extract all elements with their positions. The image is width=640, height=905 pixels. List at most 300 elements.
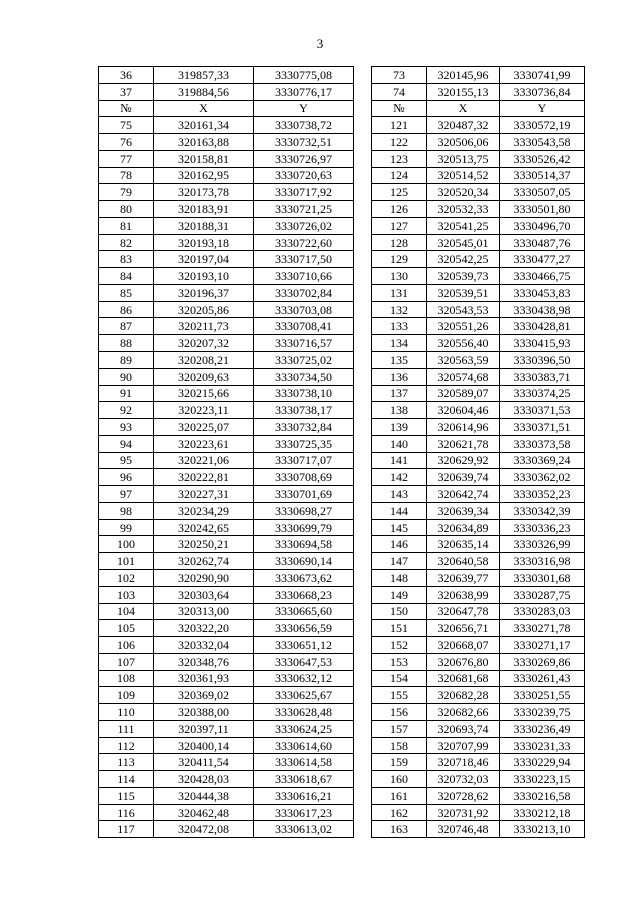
column-gap [354,318,372,335]
left-coord-y-cell: 3330617,23 [254,804,354,821]
left-coord-x-cell: 320211,73 [154,318,254,335]
left-coord-x-cell: 320197,04 [154,251,254,268]
left-coord-x-cell: 320183,91 [154,201,254,218]
header-y-cell: Y [254,100,354,117]
column-gap [354,217,372,234]
left-point-number-cell: 37 [99,83,154,100]
right-coord-x-cell: 320563,59 [427,352,500,369]
column-gap [354,637,372,654]
left-point-number-cell: 99 [99,519,154,536]
left-coord-x-cell: 320397,11 [154,720,254,737]
right-coord-x-cell: 320640,58 [427,553,500,570]
right-coord-y-cell: 3330369,24 [500,452,585,469]
right-point-number-cell: 132 [372,301,427,318]
left-coord-y-cell: 3330716,57 [254,335,354,352]
column-gap [354,402,372,419]
right-point-number-cell: 145 [372,519,427,536]
left-coord-y-cell: 3330703,08 [254,301,354,318]
left-point-number-cell: 105 [99,620,154,637]
column-gap [354,771,372,788]
right-coord-x-cell: 320693,74 [427,720,500,737]
right-point-number-cell: 142 [372,469,427,486]
right-point-number-cell: 134 [372,335,427,352]
left-coord-y-cell: 3330614,60 [254,737,354,754]
right-coord-x-cell: 320514,52 [427,167,500,184]
column-gap [354,536,372,553]
right-coord-y-cell: 3330271,17 [500,637,585,654]
left-coord-y-cell: 3330702,84 [254,284,354,301]
column-gap [354,553,372,570]
left-coord-x-cell: 320428,03 [154,771,254,788]
right-coord-x-cell: 320668,07 [427,637,500,654]
table-row [99,284,585,301]
left-coord-x-cell: 320242,65 [154,519,254,536]
right-coord-y-cell: 3330741,99 [500,67,585,84]
column-gap [354,268,372,285]
left-coord-y-cell: 3330673,62 [254,569,354,586]
left-coord-x-cell: 320303,64 [154,586,254,603]
right-point-number-cell: 136 [372,368,427,385]
right-coord-x-cell: 320634,89 [427,519,500,536]
right-coord-x-cell: 320656,71 [427,620,500,637]
left-coord-y-cell: 3330614,58 [254,754,354,771]
right-coord-y-cell: 3330415,93 [500,335,585,352]
table-row [99,653,585,670]
table-header-row [99,100,585,117]
table-row [99,687,585,704]
left-coord-x-cell: 320223,11 [154,402,254,419]
right-coord-x-cell: 320614,96 [427,419,500,436]
right-coord-y-cell: 3330453,83 [500,284,585,301]
right-point-number-cell: 161 [372,787,427,804]
left-coord-y-cell: 3330613,02 [254,821,354,838]
right-coord-x-cell: 320718,46 [427,754,500,771]
left-coord-y-cell: 3330699,79 [254,519,354,536]
right-point-number-cell: 153 [372,653,427,670]
right-point-number-cell: 139 [372,419,427,436]
column-gap [354,452,372,469]
left-point-number-cell: 89 [99,352,154,369]
right-coord-y-cell: 3330362,02 [500,469,585,486]
table-row [99,536,585,553]
right-coord-y-cell: 3330342,39 [500,502,585,519]
right-point-number-cell: 73 [372,67,427,84]
left-point-number-cell: 103 [99,586,154,603]
column-gap [354,586,372,603]
left-point-number-cell: 82 [99,234,154,251]
table-row [99,402,585,419]
column-gap [354,720,372,737]
right-coord-y-cell: 3330526,42 [500,150,585,167]
table-row [99,385,585,402]
left-coord-y-cell: 3330725,02 [254,352,354,369]
table-row [99,821,585,838]
right-point-number-cell: 127 [372,217,427,234]
table-row [99,318,585,335]
left-point-number-cell: 117 [99,821,154,838]
table-row [99,251,585,268]
table-row [99,737,585,754]
header-num-cell: № [372,100,427,117]
right-point-number-cell: 143 [372,486,427,503]
left-coord-x-cell: 320234,29 [154,502,254,519]
left-coord-y-cell: 3330624,25 [254,720,354,737]
right-coord-y-cell: 3330374,25 [500,385,585,402]
left-point-number-cell: 86 [99,301,154,318]
left-point-number-cell: 80 [99,201,154,218]
left-coord-x-cell: 320225,07 [154,419,254,436]
left-coord-y-cell: 3330720,63 [254,167,354,184]
left-point-number-cell: 75 [99,117,154,134]
column-gap [354,486,372,503]
right-coord-x-cell: 320731,92 [427,804,500,821]
left-coord-x-cell: 320221,06 [154,452,254,469]
column-gap [354,301,372,318]
right-coord-x-cell: 320635,14 [427,536,500,553]
right-point-number-cell: 144 [372,502,427,519]
table-row [99,670,585,687]
left-point-number-cell: 88 [99,335,154,352]
left-coord-y-cell: 3330725,35 [254,435,354,452]
right-point-number-cell: 146 [372,536,427,553]
right-point-number-cell: 122 [372,134,427,151]
right-coord-x-cell: 320621,78 [427,435,500,452]
right-coord-y-cell: 3330543,58 [500,134,585,151]
left-point-number-cell: 90 [99,368,154,385]
right-coord-x-cell: 320520,34 [427,184,500,201]
right-coord-y-cell: 3330371,53 [500,402,585,419]
right-point-number-cell: 147 [372,553,427,570]
right-point-number-cell: 141 [372,452,427,469]
table-row [99,368,585,385]
left-coord-y-cell: 3330690,14 [254,553,354,570]
header-y-cell: Y [500,100,585,117]
right-point-number-cell: 135 [372,352,427,369]
header-num-cell: № [99,100,154,117]
right-point-number-cell: 151 [372,620,427,637]
right-coord-y-cell: 3330216,58 [500,787,585,804]
column-gap [354,603,372,620]
table-row [99,234,585,251]
left-coord-x-cell: 320472,08 [154,821,254,838]
right-coord-x-cell: 320539,73 [427,268,500,285]
left-coord-y-cell: 3330656,59 [254,620,354,637]
column-gap [354,469,372,486]
right-point-number-cell: 74 [372,83,427,100]
left-coord-x-cell: 320444,38 [154,787,254,804]
left-coord-x-cell: 320188,31 [154,217,254,234]
table-row [99,620,585,637]
column-gap [354,83,372,100]
left-coord-x-cell: 320322,20 [154,620,254,637]
right-coord-x-cell: 320545,01 [427,234,500,251]
right-point-number-cell: 140 [372,435,427,452]
right-coord-x-cell: 320647,78 [427,603,500,620]
right-point-number-cell: 121 [372,117,427,134]
table-row [99,67,585,84]
right-coord-x-cell: 320589,07 [427,385,500,402]
left-point-number-cell: 111 [99,720,154,737]
left-coord-y-cell: 3330717,07 [254,452,354,469]
table-row [99,771,585,788]
right-coord-x-cell: 320551,26 [427,318,500,335]
left-coord-y-cell: 3330625,67 [254,687,354,704]
left-coord-x-cell: 320207,32 [154,335,254,352]
column-gap [354,502,372,519]
table-row [99,569,585,586]
column-gap [354,519,372,536]
column-gap [354,419,372,436]
right-coord-y-cell: 3330371,51 [500,419,585,436]
column-gap [354,134,372,151]
right-point-number-cell: 148 [372,569,427,586]
left-point-number-cell: 95 [99,452,154,469]
left-point-number-cell: 79 [99,184,154,201]
column-gap [354,737,372,754]
right-point-number-cell: 128 [372,234,427,251]
right-coord-x-cell: 320639,74 [427,469,500,486]
right-coord-y-cell: 3330229,94 [500,754,585,771]
column-gap [354,670,372,687]
right-coord-y-cell: 3330383,71 [500,368,585,385]
column-gap [354,284,372,301]
table-row [99,603,585,620]
left-coord-y-cell: 3330738,10 [254,385,354,402]
left-point-number-cell: 36 [99,67,154,84]
table-row [99,301,585,318]
left-point-number-cell: 78 [99,167,154,184]
right-coord-x-cell: 320487,32 [427,117,500,134]
left-point-number-cell: 114 [99,771,154,788]
left-coord-x-cell: 320411,54 [154,754,254,771]
left-point-number-cell: 101 [99,553,154,570]
left-point-number-cell: 93 [99,419,154,436]
left-coord-x-cell: 320196,37 [154,284,254,301]
right-point-number-cell: 160 [372,771,427,788]
right-coord-x-cell: 320506,06 [427,134,500,151]
column-gap [354,687,372,704]
left-point-number-cell: 76 [99,134,154,151]
left-coord-y-cell: 3330698,27 [254,502,354,519]
column-gap [354,569,372,586]
right-coord-x-cell: 320145,96 [427,67,500,84]
left-coord-y-cell: 3330726,02 [254,217,354,234]
column-gap [354,100,372,117]
left-coord-x-cell: 320262,74 [154,553,254,570]
right-coord-x-cell: 320543,53 [427,301,500,318]
column-gap [354,368,372,385]
right-coord-y-cell: 3330213,10 [500,821,585,838]
left-point-number-cell: 97 [99,486,154,503]
left-coord-x-cell: 320369,02 [154,687,254,704]
right-coord-y-cell: 3330326,99 [500,536,585,553]
left-point-number-cell: 109 [99,687,154,704]
left-coord-y-cell: 3330710,66 [254,268,354,285]
right-coord-y-cell: 3330736,84 [500,83,585,100]
left-coord-y-cell: 3330701,69 [254,486,354,503]
right-point-number-cell: 150 [372,603,427,620]
left-coord-y-cell: 3330726,97 [254,150,354,167]
left-point-number-cell: 96 [99,469,154,486]
left-coord-y-cell: 3330732,51 [254,134,354,151]
right-point-number-cell: 155 [372,687,427,704]
right-coord-x-cell: 320513,75 [427,150,500,167]
column-gap [354,167,372,184]
right-coord-x-cell: 320639,77 [427,569,500,586]
right-coord-y-cell: 3330428,81 [500,318,585,335]
right-coord-y-cell: 3330239,75 [500,704,585,721]
left-coord-y-cell: 3330628,48 [254,704,354,721]
left-point-number-cell: 85 [99,284,154,301]
column-gap [354,754,372,771]
table-row [99,217,585,234]
column-gap [354,385,372,402]
column-gap [354,821,372,838]
left-coord-x-cell: 320313,00 [154,603,254,620]
coordinates-table [98,66,585,838]
table-row [99,586,585,603]
right-coord-y-cell: 3330287,75 [500,586,585,603]
left-coord-y-cell: 3330738,72 [254,117,354,134]
left-coord-x-cell: 320223,61 [154,435,254,452]
left-coord-y-cell: 3330717,50 [254,251,354,268]
left-point-number-cell: 91 [99,385,154,402]
table-row [99,184,585,201]
right-coord-y-cell: 3330514,37 [500,167,585,184]
right-point-number-cell: 163 [372,821,427,838]
right-point-number-cell: 126 [372,201,427,218]
right-coord-x-cell: 320638,99 [427,586,500,603]
right-point-number-cell: 131 [372,284,427,301]
right-coord-x-cell: 320155,13 [427,83,500,100]
left-coord-x-cell: 320173,78 [154,184,254,201]
table-row [99,720,585,737]
left-coord-x-cell: 320400,14 [154,737,254,754]
table-row [99,452,585,469]
column-gap [354,704,372,721]
table-row [99,335,585,352]
right-coord-x-cell: 320532,33 [427,201,500,218]
left-point-number-cell: 106 [99,637,154,654]
table-row [99,83,585,100]
right-coord-x-cell: 320746,48 [427,821,500,838]
table-row [99,134,585,151]
left-point-number-cell: 116 [99,804,154,821]
left-coord-y-cell: 3330647,53 [254,653,354,670]
right-coord-y-cell: 3330251,55 [500,687,585,704]
column-gap [354,620,372,637]
right-point-number-cell: 158 [372,737,427,754]
left-coord-y-cell: 3330738,17 [254,402,354,419]
right-point-number-cell: 124 [372,167,427,184]
column-gap [354,352,372,369]
left-coord-x-cell: 320209,63 [154,368,254,385]
left-point-number-cell: 87 [99,318,154,335]
right-coord-y-cell: 3330236,49 [500,720,585,737]
right-point-number-cell: 154 [372,670,427,687]
left-coord-x-cell: 320462,48 [154,804,254,821]
left-coord-y-cell: 3330717,92 [254,184,354,201]
column-gap [354,251,372,268]
left-coord-x-cell: 320388,00 [154,704,254,721]
right-coord-x-cell: 320728,62 [427,787,500,804]
right-coord-x-cell: 320539,51 [427,284,500,301]
right-coord-x-cell: 320707,99 [427,737,500,754]
right-coord-x-cell: 320681,68 [427,670,500,687]
left-coord-x-cell: 320290,90 [154,569,254,586]
table-row [99,637,585,654]
left-coord-y-cell: 3330775,08 [254,67,354,84]
left-point-number-cell: 102 [99,569,154,586]
left-point-number-cell: 94 [99,435,154,452]
table-row [99,419,585,436]
left-coord-y-cell: 3330651,12 [254,637,354,654]
page-number: 3 [316,36,324,51]
left-point-number-cell: 81 [99,217,154,234]
right-coord-y-cell: 3330352,23 [500,486,585,503]
left-coord-y-cell: 3330732,84 [254,419,354,436]
right-coord-y-cell: 3330487,76 [500,234,585,251]
right-coord-x-cell: 320682,66 [427,704,500,721]
right-point-number-cell: 137 [372,385,427,402]
left-coord-y-cell: 3330632,12 [254,670,354,687]
right-coord-x-cell: 320556,40 [427,335,500,352]
column-gap [354,150,372,167]
right-coord-y-cell: 3330373,58 [500,435,585,452]
left-coord-y-cell: 3330616,21 [254,787,354,804]
left-coord-x-cell: 320193,10 [154,268,254,285]
right-coord-y-cell: 3330269,86 [500,653,585,670]
left-point-number-cell: 84 [99,268,154,285]
right-coord-x-cell: 320639,34 [427,502,500,519]
left-coord-x-cell: 320162,95 [154,167,254,184]
right-coord-y-cell: 3330283,03 [500,603,585,620]
column-gap [354,335,372,352]
left-coord-x-cell: 320215,66 [154,385,254,402]
column-gap [354,804,372,821]
left-point-number-cell: 108 [99,670,154,687]
left-coord-y-cell: 3330694,58 [254,536,354,553]
right-coord-y-cell: 3330477,27 [500,251,585,268]
left-coord-y-cell: 3330721,25 [254,201,354,218]
left-coord-x-cell: 320161,34 [154,117,254,134]
right-coord-y-cell: 3330496,70 [500,217,585,234]
left-coord-y-cell: 3330708,69 [254,469,354,486]
right-point-number-cell: 125 [372,184,427,201]
right-coord-y-cell: 3330336,23 [500,519,585,536]
left-coord-x-cell: 320222,81 [154,469,254,486]
left-coord-x-cell: 320208,21 [154,352,254,369]
table-row [99,167,585,184]
left-point-number-cell: 92 [99,402,154,419]
table-row [99,787,585,804]
left-point-number-cell: 112 [99,737,154,754]
right-coord-x-cell: 320676,80 [427,653,500,670]
column-gap [354,653,372,670]
left-point-number-cell: 107 [99,653,154,670]
right-point-number-cell: 129 [372,251,427,268]
left-coord-y-cell: 3330722,60 [254,234,354,251]
table-row [99,502,585,519]
left-coord-x-cell: 320361,93 [154,670,254,687]
table-row [99,352,585,369]
column-gap [354,184,372,201]
table-row [99,268,585,285]
right-point-number-cell: 130 [372,268,427,285]
right-coord-x-cell: 320732,03 [427,771,500,788]
right-point-number-cell: 157 [372,720,427,737]
left-coord-x-cell: 320205,86 [154,301,254,318]
